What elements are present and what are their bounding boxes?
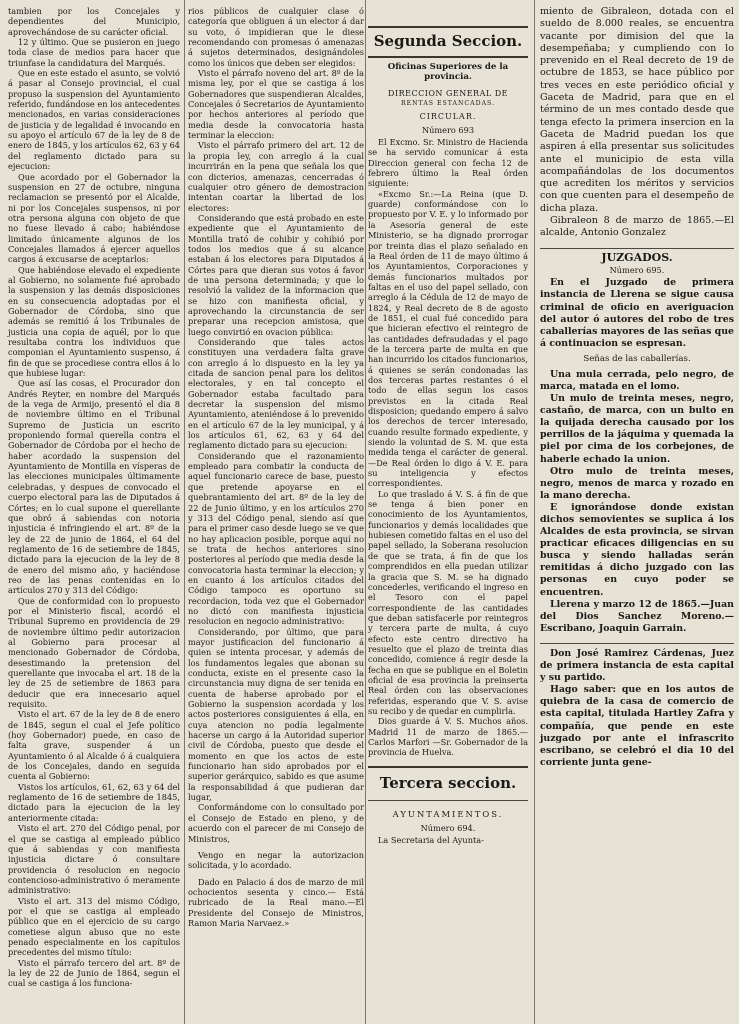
paragraph: Visto el párrafo noveno del art. 8º de la misma ley, por el que se castiga á los Gobernadores que suspendieran Alcaldes, Concejales ó Secretarios de Ayuntamiento por hechos anteriores al período que media desde la convocatoria hasta terminar la eleccion: (188, 68, 364, 141)
notice-number: Número 695. (609, 264, 665, 275)
paragraph: «Excmo Sr.:—La Reina (que D. guarde) conformándose con lo propuesto por V. E. y lo informado por la Asesoría general de este Ministerio, se ha dignado prorrogar por treinta dias el plazo señalado en la Real órden de 11 de mayo último á los Ayuntamientos, Corporaciones y demás funcionarios multados por faltas en el uso del papel sellado, con arreglo á la Cédula de 12 de mayo de 1824, y Real decreto de 8 de agosto de 1851, el cual fué concedido para que hicieran efectivo el reintegro de las cantidades defraudadas y el pago de la tercera parte de multa en que han incurrido los citados funcionarios, á quienes se serán condonadas las dos terceras partes restantes ó el todo de ellas segun los casos previstos en la citada Real disposicion; quedando empero á salvo los derechos de tercer interesado, cuando resulte formado expediente, y siendo la voluntad de S. M. que esta medida tenga el carácter de general.—De Real órden lo digo á V. E. para su inteligencia y efectos correspondientes. (368, 188, 528, 489)
divider (368, 26, 528, 28)
notice-number: Número 693 (421, 124, 475, 135)
column-rule (184, 0, 185, 1024)
divider (540, 643, 734, 644)
ayuntamientos-heading: AYUNTAMIENTOS. (392, 808, 504, 819)
divider (368, 56, 528, 58)
paragraph: Visto el párrafo tercero del art. 8º de la ley de 22 de Junio de 1864, segun el cual se castiga á los funciona- (8, 957, 180, 989)
paragraph: Que habiéndose elevado el expediente al Gobierno, no solamente fué aprobado la suspension y las demás disposiciones en su consecuencia adoptadas por el Gobernador de Córdoba, sino que además se remitió á los Tribunales de justicia una copia de aquél, por lo que resultaba contra los individuos que componian el Ayuntamiento suspenso, á fin de que se procediese contra ellos á lo que hubiese lugar: (8, 264, 180, 379)
divider (368, 800, 528, 801)
paragraph: Una mula cerrada, pelo negro, de marca, matada en el lomo. (540, 368, 734, 392)
notice-number: Número 694. (420, 823, 476, 834)
column-2 (188, 6, 364, 928)
rentas-heading: RENTAS ESTANCADAS. (400, 100, 496, 108)
column-rule (534, 0, 535, 1024)
paragraph: Llerena y marzo 12 de 1865.—Juan del Dios Sanchez Moreno.—Escribano, Joaquin Garrain. (540, 598, 734, 634)
paragraph: La Secretaria del Ayunta- (378, 835, 484, 846)
section-title: Tercera seccion. (379, 773, 517, 792)
paragraph: rios públicos de cualquier clase ó categoría que obliguen á un elector á dar su voto, ó impidieran que le diese recomendando con promesas ó amenazas á sujetos determinados, designándoles como los únicos que deben ser elegidos: (188, 6, 364, 68)
paragraph: Vistos los artículos, 61, 62, 63 y 64 del reglamento de 16 de setiembre de 1845, dictado para la ejecucion de la ley anteriormente citada: (8, 781, 180, 823)
section-title: Segunda Seccion. (373, 32, 523, 50)
paragraph: Considerando que tales actos constituyen una verdadera falta grave con arreglo á lo dispuesto en la ley ya citada de sancion penal para los delitos electorales, y en tal concepto el Gobernador estaba facultado para decretar la suspension del mismo Ayuntamiento, ateniéndose á lo prevenido en el artículo 67 de la ley municipal, y á los artículos 61, 62, 63 y 64 del reglamento dictado para su ejecucion: (188, 337, 364, 451)
paragraph: Dios guarde á V. S. Muchos años. Madrid 11 de marzo de 1865.— Carlos Marfori —Sr. Gobernador de la provincia de Huelva. (368, 716, 528, 758)
juzgados-heading: JUZGADOS. (601, 250, 673, 264)
paragraph: Hago saber: que en los autos de quiebra de la casa de comercio de esta capital, titulada Hartley Zafra y compañía, que pende en este juzgado por ante el infrascrito escribano, se celebró el dia 10 del corriente junta gene- (540, 684, 734, 768)
column-3 (368, 6, 528, 846)
column-1 (8, 6, 180, 989)
paragraph: Que de conformidad con lo propuesto por el Ministerio fiscal, acordó el Tribunal Supremo en providencia de 29 de noviembre último pedir autorizacion al Gobierno para procesar al mencionado Gobernador de Córdoba, desestimando la pretension del querellante que invocaba el art. 18 de la ley de 25 de setiembre de 1863 para deducir que era innecesario aquel requisito. (8, 595, 180, 710)
paragraph: Que así las cosas, el Procurador don Andrés Reyter, en nombre del Marqués de la vega de Armijo, presentó el dia 8 de noviembre último en el Tribunal Supremo de Justicia un escrito proponiendo formal querella contra el Gobernador de Córdoba por el hecho de haber acordado la suspension del Ayuntamiento de Montilla en vísperas de las elecciones municipales últimamente celebradas, y despues de convocado el cuerpo electoral para las de Diputados á Córtes; en lo cual supone el querellante que obró á sabiendas con notoria injusticia é infringiendo el art. 8º de la ley de 22 de junio de 1864, el 64 del reglamento de 16 de setiembre de 1845, dictado para la ejecucion de la ley de 8 de enero del mismo año, y haciéndose reo de las penas contenidas en lo artículos 270 y 313 del Código: (8, 378, 180, 596)
subheading: Señas de las caballerías. (583, 353, 691, 364)
paragraph: Considerando que el razonamiento empleado para combatir la conducta de aquel funcionario carece de base, puesto que pretende apoyarse en el quebrantamiento del art. 8º de la ley de 22 de Junio último, y en los artículos 270 y 313 del Código penal, siendo así que para el primer caso desde luego se ve que no hay aplicacion posible, porque aquí no se trata de hechos anteriores sino posteriores al período que media desde la convocatoria hasta terminar la eleccion; y en cuanto á los artículos citados del Código tampoco es oportuno su recordacion, toda vez que el Gobernador no dictó con manifiesta injusticia resolucion en negocio administrativo: (188, 450, 364, 627)
paragraph: Otro mulo de treinta meses, negro, menos de marca y rozado en la mano derecha. (540, 465, 734, 501)
paragraph: Visto el art. 270 del Código penal, por el que se castiga al empleado público que á sabiendas y con manifiesta injusticia dictare ó consultare providencia ó resolucion en negocio contencioso-administrativo ó meramente administrativo: (8, 823, 180, 896)
circular-heading: CIRCULAR. (419, 112, 477, 122)
paragraph: En el Juzgado de primera instancia de Llerena se sigue causa criminal de oficio en averiguacion del autor ó autores del robo de tres caballerías mayores de las señas que á continuacion se espresan. (540, 277, 734, 349)
paragraph: Que en este estado el asunto, se volvió á pasar al Consejo provincial, el cual propuso la suspension del Ayuntamiento referido, fundándose en los antecedentes mencionados, en varias consideraciones de justicia y de legalidad é invocando en su apoyo el artículo 67 de la ley de 8 de enero de 1845, y los artículos 62, 63 y 64 del reglamento dictado para su ejecucion: (8, 68, 180, 172)
paragraph: Que acordado por el Gobernador la suspension en 27 de octubre, ninguna reclamacion se presentó por el Alcalde, ni por los Concejales suspensos, ni por otra persona alguna con objeto de que no fuese llevado á cabo; habiéndose limitado únicamente algunos de los Concejales llamados á ejercer aquellos cargos á excusarse de aceptarlos: (8, 171, 180, 265)
paragraph: Lo que traslado á V. S. á fin de que se tenga á bien poner en conocimiento de los Ayuntamientos, funcionarios y demás localidades que hubiesen cometido faltas en el uso del papel sellado, la Soberana resolucion de que se trata, á fin de que los comprendidos en ella puedan utilizar la gracia que S. M. se ha dignado concederles, verificando el ingreso en el Tesoro con el papel correspondiente de las cantidades que deban satisfacerle por reintegros y tercera parte de multa, á cuyo efecto este centro directivo ha resuelto que el plazo de treinta dias concedido, comience á regir desde la fecha en que se publique en el Boletin oficial de esa provincia la preinserta Real órden con las observaciones referidas, esperando que V. S. avise su recibo y de quedar en cumplirla. (368, 488, 528, 716)
paragraph: E ignorándose donde existan dichos semovientes se suplica á los Alcaldes de esta provincia, se sirvan practicar eficaces diligencias en su busca y siendo halladas serán remitidas á dicho juzgado con las personas en cuyo poder se encuentren. (540, 501, 734, 598)
column-rule (365, 0, 366, 1024)
paragraph: Vengo en negar la autorizacion solicitada, y lo acordado. (188, 849, 364, 871)
paragraph: Considerando que está probado en este expediente que el Ayuntamiento de Montilla trató de cohibir y cohibió por todos los medios que á su alcance estaban á los electores para Diputados á Córtes para que dieran sus votos á favor de una persona determinada; y que lo resolvió la validez de la informacion que se hizo con manifiesta oficial, y aprovechando la circunstancia de ser preparar una recepcion amistosa, que luego convirtió en ovacion pública: (188, 212, 364, 337)
paragraph: Considerando, por último, que para mayor justificacion del funcionario á quien se intenta procesar, y además de los fundamentos legales que abonan su conducta, existe en el presente caso la circunstancia muy digna de ser tenida en cuenta de haberse aprobado por el Gobierno la suspension acordada y los actos posteriores consiguientes á ella, en cuya atencion no podía legalmente hacerse un cargo á la Autoridad superior civil de Córdoba, puesto que desde el momento en que los actos de este funcionario han sido aprobados por el superior gerárquico, sabido es que asume la responsabilidad á que pudieran dar lugar, (188, 626, 364, 803)
paragraph: Dado en Palacio á dos de marzo de mil ochocientos sesenta y cinco.— Está rubricado de la Real mano.—El Presidente del Consejo de Ministros, Ramon Maria Narvaez.» (188, 876, 364, 928)
column-4 (540, 6, 734, 769)
paragraph: Visto el art. 67 de la ley de 8 de enero de 1845, segun el cual el Jefe político (hoy Gobernador) puede, en caso de falta grave, suspender á un Ayuntamiento ó al Alcalde ó á cualquiera de los Concejales, dando en seguida cuenta al Gobierno: (8, 709, 180, 782)
paragraph: tambien por los Concejales y dependientes del Municipio, aprovechándose de su carácter oficial. (8, 6, 180, 37)
paragraph: Gibraleon 8 de marzo de 1865.—El alcalde, Antonio Gonzalez (540, 215, 734, 239)
paragraph: Un mulo de treinta meses, negro, castaño, de marca, con un bulto en la quijada derecha causado por los perrillos de la jáquima y quemada la piel por cima de los corbejones, de haberle echado la union. (540, 393, 734, 465)
paragraph: Visto el art. 313 del mismo Código, por el que se castiga al empleado público que en el ejercicio de su cargo cometiese algun abuso que no este penado especialmente en los capítulos precedentes del mismo título: (8, 895, 180, 958)
paragraph: El Excmo. Sr. Ministro de Hacienda se ha servido comunicar á esta Direccion general con fecha 12 de febrero último la Real órden siguiente: (368, 137, 528, 189)
divider (540, 248, 734, 249)
direccion-heading: DIRECCION GENERAL DE (388, 88, 508, 98)
paragraph: Conformándome con lo consultado por el Consejo de Estado en pleno, y de acuerdo con el parecer de mi Consejo de Ministros, (188, 802, 364, 844)
offices-heading: Oficinas Superiores de la provincia. (387, 62, 509, 83)
paragraph: 12 y último. Que se pusieron en juego toda clase de medios para hacer que triunfase la candidatura del Marqués. (8, 37, 180, 68)
paragraph: Don José Ramirez Cárdenas, Juez de primera instancia de esta capital y su partido. (540, 647, 734, 684)
divider (368, 766, 528, 768)
paragraph: Visto el párrafo primero del art. 12 de la propia ley, con arreglo á la cual incurrirán en la pena que señala los que con dicterios, amenazas, cencerradas ó cualquier otro género de demostracion intentan coartar la libertad de los electores: (188, 140, 364, 213)
paragraph: miento de Gibraleon, dotada con el sueldo de 8.000 reales, se encuentra vacante por dimision del que la desempeñaba; y cumpliendo con lo prevenido en el Real decreto de 19 de octubre de 1853, se hace público por tres veces en este periódico oficial y Gaceta de Madrid, para que en el término de un mes contado desde que tenga efecto la primera insercion en la Gaceta de Madrid puedan los que aspiren á ella presentar sus solicitudes ante el municipio de esta villa acompañándolas de los documentos que acrediten los méritos y servicios con que cuenten para el desempeño de dicha plaza. (540, 6, 734, 214)
